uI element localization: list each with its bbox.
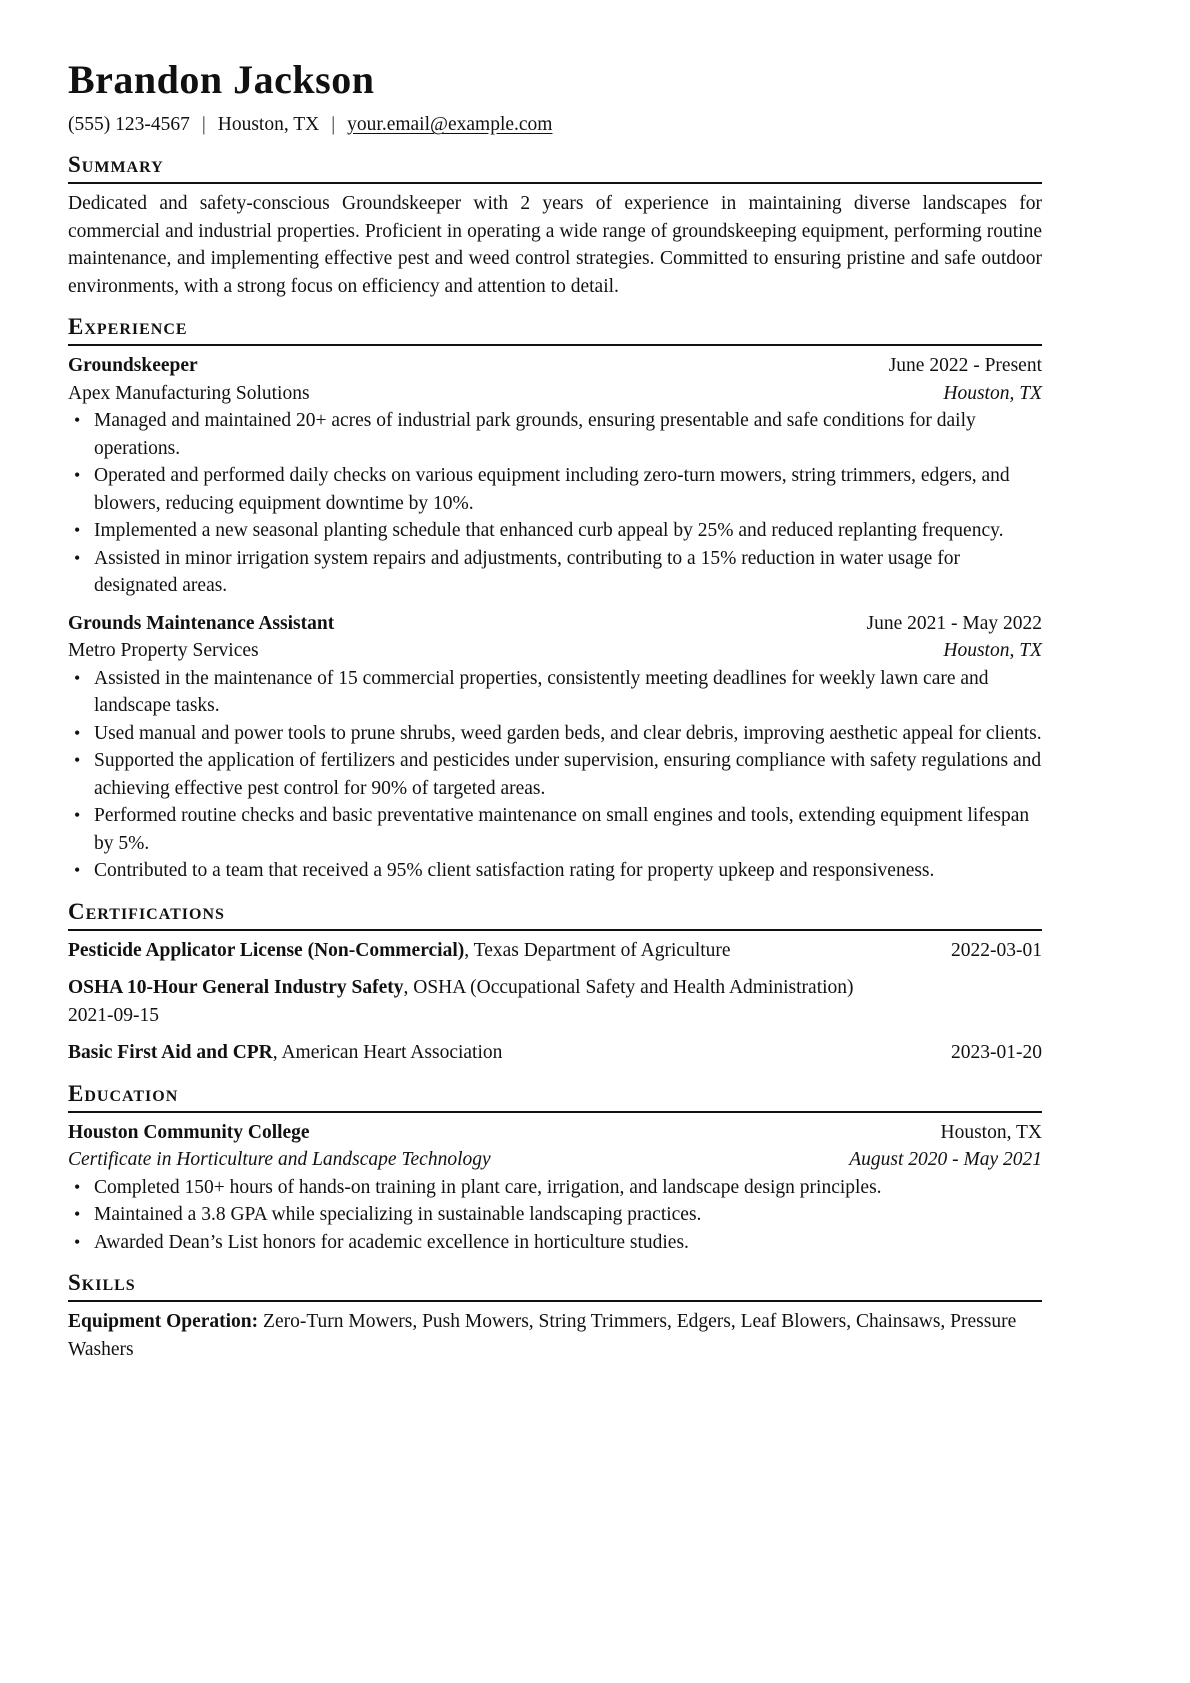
education-section [68, 1079, 1042, 1257]
list-item: • Awarded Dean’s List honors for academic excellence in horticulture studies. [68, 1229, 1042, 1257]
list-item: • Implemented a new seasonal planting schedule that enhanced curb appeal by 25% and reduced replanting frequency. [68, 517, 1042, 545]
list-item: • Used manual and power tools to prune shrubs, weed garden beds, and clear debris, improving aesthetic appeal for clients. [68, 720, 1042, 748]
email-link[interactable]: your.email@example.com [347, 114, 553, 135]
skill-label: Equipment Operation: [68, 1311, 259, 1332]
job-company: Metro Property Services [68, 640, 259, 661]
degree: Certificate in Horticulture and Landscape Technology [68, 1149, 491, 1170]
certification-entry [68, 974, 1042, 1029]
section-title: Summary [68, 150, 1042, 184]
list-item: • Managed and maintained 20+ acres of industrial park grounds, ensuring presentable and safe conditions for daily operations. [68, 407, 1042, 462]
experience-section [68, 312, 1042, 885]
certification-entry [68, 937, 1042, 965]
list-item: • Supported the application of fertilizers and pesticides under supervision, ensuring compliance with safety regulations and achieving effective pest control for 90% of targeted areas. [68, 747, 1042, 802]
list-item: • Assisted in minor irrigation system repairs and adjustments, contributing to a 15% reduction in water usage for designated areas. [68, 545, 1042, 600]
section-title: Experience [68, 312, 1042, 346]
skill-entry [68, 1308, 1042, 1363]
cert-issuer: , Texas Department of Agriculture [464, 939, 731, 961]
cert-name: Basic First Aid and CPR [68, 1042, 273, 1063]
skills-section [68, 1268, 1042, 1363]
cert-name: Pesticide Applicator License (Non-Commercial) [68, 939, 465, 961]
job-entry [68, 352, 1042, 600]
cert-date: 2021-09-15 [68, 1004, 159, 1026]
section-title: Education [68, 1079, 1042, 1113]
contact-line [68, 112, 1042, 138]
job-location: Houston, TX [943, 640, 1042, 661]
education-dates: August 2020 - May 2021 [849, 1149, 1042, 1170]
school-name: Houston Community College [68, 1121, 310, 1143]
list-item: • Performed routine checks and basic preventative maintenance on small engines and tools, extending equipment lifespan by 5%. [68, 802, 1042, 857]
resume-header [68, 56, 1042, 138]
job-entry [68, 610, 1042, 885]
cert-name: OSHA 10-Hour General Industry Safety [68, 977, 404, 998]
job-location: Houston, TX [943, 382, 1042, 404]
list-item: • Contributed to a team that received a 95% client satisfaction rating for property upkeep and responsiveness. [68, 857, 1042, 885]
list-item: • Operated and performed daily checks on various equipment including zero-turn mowers, string trimmers, edgers, and blowers, reducing equipment downtime by 10%. [68, 462, 1042, 517]
education-bullets [68, 1174, 1042, 1257]
cert-issuer: , OSHA (Occupational Safety and Health Administration) [403, 977, 854, 998]
phone: (555) 123-4567 [68, 114, 190, 135]
separator: | [201, 114, 206, 135]
section-title: Certifications [68, 897, 1042, 931]
cert-issuer: , American Heart Association [272, 1042, 503, 1063]
cert-date: 2022-03-01 [951, 939, 1042, 961]
summary-section [68, 150, 1042, 300]
job-bullets [68, 407, 1042, 600]
job-role: Groundskeeper [68, 355, 198, 376]
list-item: • Completed 150+ hours of hands-on training in plant care, irrigation, and landscape design principles. [68, 1174, 1042, 1202]
skill-value: Zero-Turn Mowers, Push Mowers, String Trimmers, Edgers, Leaf Blowers, Chainsaws, Pressure Washers [68, 1311, 1017, 1360]
candidate-name: Brandon Jackson [68, 57, 375, 102]
separator: | [331, 114, 336, 135]
list-item: • Maintained a 3.8 GPA while specializing in sustainable landscaping practices. [68, 1201, 1042, 1229]
location: Houston, TX [217, 114, 320, 135]
job-company: Apex Manufacturing Solutions [68, 382, 310, 404]
school-location: Houston, TX [940, 1121, 1042, 1143]
job-dates: June 2022 - Present [888, 355, 1042, 376]
list-item: • Assisted in the maintenance of 15 commercial properties, consistently meeting deadlines for weekly lawn care and landscape tasks. [68, 665, 1042, 720]
certifications-section [68, 897, 1042, 1067]
cert-date: 2023-01-20 [951, 1042, 1042, 1063]
job-role: Grounds Maintenance Assistant [68, 612, 335, 634]
summary-text: Dedicated and safety-conscious Groundskeeper with 2 years of experience in maintaining diverse landscapes for commercial and industrial properties. Proficient in operating a wide range of groundskeeping equipment, performing routine maintenance, and implementing effective pest and weed control strategies. Committed to ensuring pristine and safe outdoor environments, with a strong focus on efficiency and attention to detail. [68, 193, 1042, 297]
certification-entry [68, 1039, 1042, 1067]
job-dates: June 2021 - May 2022 [866, 612, 1042, 634]
section-title: Skills [68, 1268, 1042, 1302]
job-bullets [68, 665, 1042, 885]
